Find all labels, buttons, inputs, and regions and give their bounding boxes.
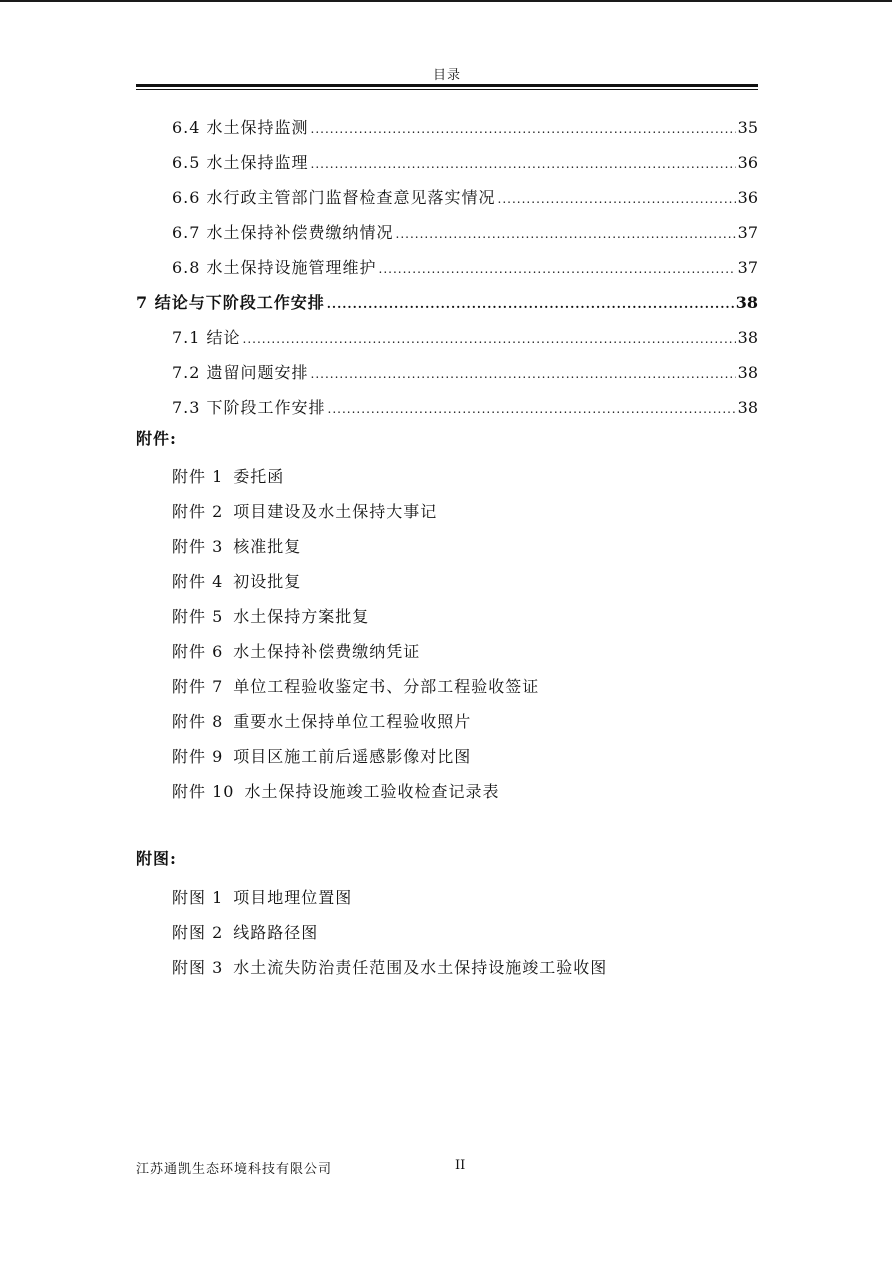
toc-entry-title: 7.1 结论 xyxy=(172,328,241,347)
toc-entry[interactable] xyxy=(136,215,758,250)
page-top-border xyxy=(0,0,892,2)
item-title: 项目区施工前后遥感影像对比图 xyxy=(233,747,472,766)
item-title: 核准批复 xyxy=(233,537,302,556)
toc-entry-page: 37 xyxy=(737,258,758,277)
toc-dot-leader xyxy=(243,322,736,357)
item-number: 附件 2 xyxy=(172,502,224,521)
toc-dot-leader xyxy=(379,252,736,287)
toc-dot-leader xyxy=(327,287,734,322)
item-number: 附件 6 xyxy=(172,642,224,661)
footer-company: 江苏通凯生态环境科技有限公司 xyxy=(136,1162,333,1177)
attachment-item xyxy=(172,599,539,634)
figures-list xyxy=(172,880,607,985)
attachment-item xyxy=(172,774,539,809)
toc-entry[interactable] xyxy=(136,355,758,390)
attachment-item xyxy=(172,529,539,564)
toc-entry-title: 7.3 下阶段工作安排 xyxy=(172,398,326,417)
item-title: 单位工程验收鉴定书、分部工程验收签证 xyxy=(233,677,540,696)
toc-entry[interactable] xyxy=(136,320,758,355)
item-number: 附件 9 xyxy=(172,747,224,766)
toc-entry-title: 7.2 遗留问题安排 xyxy=(172,363,309,382)
item-title: 水土保持设施竣工验收检查记录表 xyxy=(244,782,500,801)
toc-entry-title: 6.4 水土保持监测 xyxy=(172,118,309,137)
item-title: 初设批复 xyxy=(233,572,302,591)
figures-heading: 附图: xyxy=(136,849,177,868)
toc-entry[interactable] xyxy=(136,180,758,215)
item-number: 附件 4 xyxy=(172,572,224,591)
toc-entry-page: 37 xyxy=(737,223,758,242)
item-number: 附图 1 xyxy=(172,888,224,907)
item-number: 附图 2 xyxy=(172,923,224,942)
footer-page-number: II xyxy=(455,1158,466,1173)
toc-entry-title: 6.6 水行政主管部门监督检查意见落实情况 xyxy=(172,188,496,207)
figure-item xyxy=(172,880,607,915)
item-title: 线路路径图 xyxy=(233,923,319,942)
page-header-title: 目录 xyxy=(432,68,461,83)
toc-dot-leader xyxy=(396,217,736,252)
item-title: 项目建设及水土保持大事记 xyxy=(233,502,438,521)
item-number: 附件 10 xyxy=(172,782,235,801)
item-number: 附件 8 xyxy=(172,712,224,731)
attachment-item xyxy=(172,704,539,739)
item-title: 项目地理位置图 xyxy=(233,888,353,907)
toc-entry[interactable] xyxy=(136,390,758,425)
toc-dot-leader xyxy=(311,357,736,392)
figure-item xyxy=(172,950,607,985)
table-of-contents xyxy=(136,110,758,425)
attachment-item xyxy=(172,634,539,669)
toc-dot-leader xyxy=(498,182,736,217)
item-title: 水土保持方案批复 xyxy=(233,607,370,626)
toc-dot-leader xyxy=(311,112,736,147)
attachment-item xyxy=(172,669,539,704)
toc-entry-page: 35 xyxy=(737,118,758,137)
item-number: 附件 1 xyxy=(172,467,224,486)
toc-entry[interactable] xyxy=(136,285,758,320)
attachment-item xyxy=(172,739,539,774)
item-title: 重要水土保持单位工程验收照片 xyxy=(233,712,472,731)
item-number: 附件 7 xyxy=(172,677,224,696)
toc-entry[interactable] xyxy=(136,110,758,145)
toc-entry-page: 36 xyxy=(737,153,758,172)
toc-entry-title: 7 结论与下阶段工作安排 xyxy=(136,293,325,312)
attachment-item xyxy=(172,564,539,599)
toc-entry-page: 36 xyxy=(737,188,758,207)
item-number: 附件 5 xyxy=(172,607,224,626)
item-title: 水土保持补偿费缴纳凭证 xyxy=(233,642,421,661)
toc-entry-page: 38 xyxy=(737,363,758,382)
toc-entry-page: 38 xyxy=(735,293,758,312)
item-title: 水土流失防治责任范围及水土保持设施竣工验收图 xyxy=(233,958,608,977)
toc-entry-page: 38 xyxy=(737,328,758,347)
item-number: 附件 3 xyxy=(172,537,224,556)
toc-dot-leader xyxy=(311,147,736,182)
toc-entry-title: 6.8 水土保持设施管理维护 xyxy=(172,258,377,277)
item-number: 附图 3 xyxy=(172,958,224,977)
toc-entry-title: 6.7 水土保持补偿费缴纳情况 xyxy=(172,223,394,242)
toc-entry[interactable] xyxy=(136,250,758,285)
toc-dot-leader xyxy=(328,392,736,427)
header-rule xyxy=(136,84,758,90)
attachments-heading: 附件: xyxy=(136,429,177,448)
toc-entry[interactable] xyxy=(136,145,758,180)
figure-item xyxy=(172,915,607,950)
toc-entry-page: 38 xyxy=(737,398,758,417)
attachment-item xyxy=(172,494,539,529)
attachment-item xyxy=(172,459,539,494)
item-title: 委托函 xyxy=(233,467,285,486)
attachments-list xyxy=(172,459,539,809)
toc-entry-title: 6.5 水土保持监理 xyxy=(172,153,309,172)
